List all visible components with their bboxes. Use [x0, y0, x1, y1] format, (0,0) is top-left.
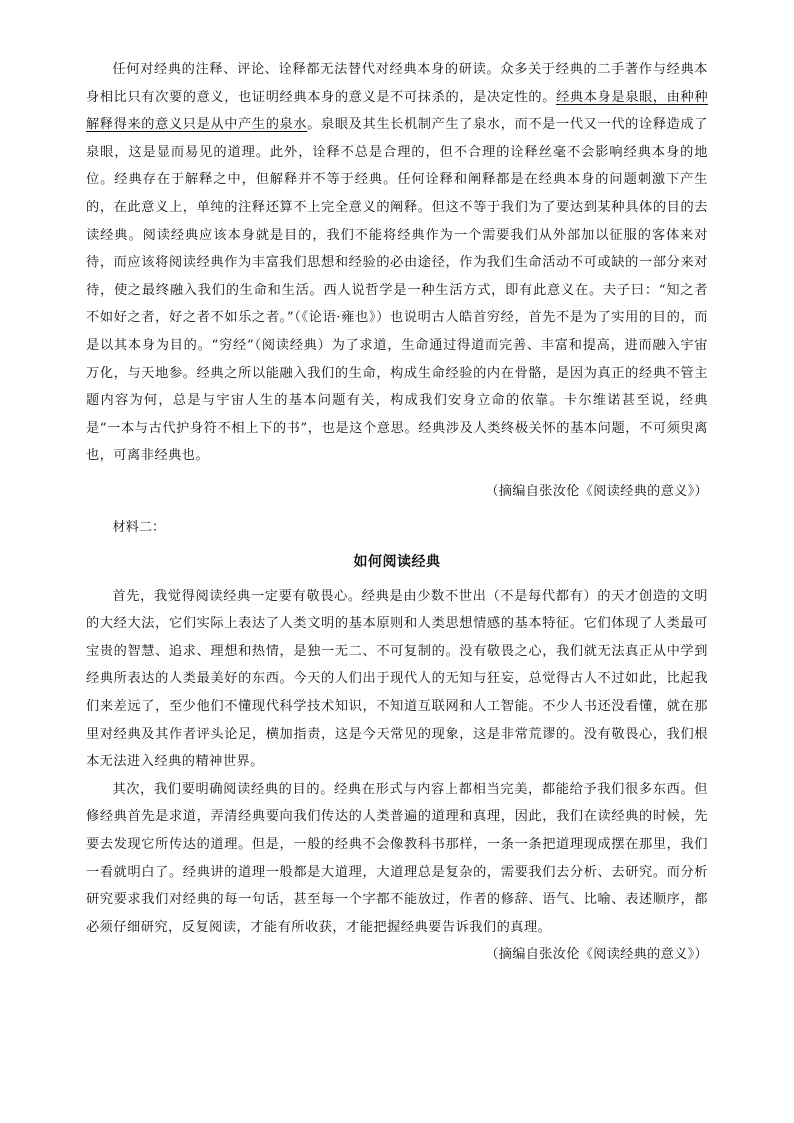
material1-text-after-underline: 。泉眼及其生长机制产生了泉水，而不是一代又一代的诠释造成了泉眼，这是显而易见的道理。此外，诠释不总是合理的，但不合理的诠释丝毫不会影响经典本身的地位。经典存在于解释之中，但解释并不等于经典。任何诠释和阐释都是在经典本身的问题刺激下产生的，在此意义上，单纯的注释还算不上完全意义的阐释。但这不等于我们为了要达到某种具体的目的去读经典。阅读经典应该本身就是目的，我们不能将经典作为一个需要我们从外部加以征服的客体来对待，而应该将阅读经典作为丰富我们思想和经验的必由途径，作为我们生命活动不可或缺的一部分来对待，使之最终融入我们的生命和生活。西人说哲学是一种生活方式，即有此意义在。夫子曰：“知之者不如好之者，好之者不如乐之者。”（《论语·雍也》）也说明古人皓首穷经，首先不是为了实用的目的，而是以其本身为目的。“穷经”（阅读经典）为了求道，生命通过得道而完善、丰富和提高，进而融入宇宙万化，与天地参。经典之所以能融入我们的生命，构成生命经验的内在骨骼，是因为真正的经典不管主题内容为何，总是与宇宙人生的基本问题有关，构成我们安身立命的依靠。卡尔维诺甚至说，经典是“一本与古代护身符不相上下的书”，也是这个意思。经典涉及人类终极关怀的基本问题，不可须臾离也，可离非经典也。 — [86, 117, 708, 464]
material1-source: （摘编自张汝伦《阅读经典的意义》） — [485, 483, 708, 499]
material2-paragraph-1: 首先，我觉得阅读经典一定要有敬畏心。经典是由少数不世出（不是每代都有）的天才创造的文明的大经大法，它们实际上表达了人类文明的基本原则和人类思想情感的基本特征。它们体现了人类最可宝贵的智慧、追求、理想和热情，是独一无二、不可复制的。没有敬畏之心，我们就无法真正从中学到经典所表达的人类最美好的东西。今天的人们出于现代人的无知与狂妄，总觉得古人不过如此，比起我们来差远了，至少他们不懂现代科学技术知识，不知道互联网和人工智能。不少人书还没看懂，就在那里对经典及其作者评头论足，横加指责，这是今天常见的现象，这是非常荒谬的。没有敬畏心，我们根本无法进入经典的精神世界。 — [86, 588, 708, 770]
material1-text-before-underline: 任何对经典的注释、评论、诠释都无法替代对经典本身的研读。众多关于经典的二手著作与经典本身相比只有次要的意义，也证明经典本身的意义是不可抹杀的，是决定性的。 — [86, 62, 708, 105]
material1-underlined-sentence: 经典本身是泉眼，由种种解释得来的意义只是从中产生的泉水 — [86, 89, 709, 133]
material1-paragraph — [86, 56, 708, 470]
material2-source: （摘编自张汝伦《阅读经典的意义》） — [485, 947, 708, 963]
material2-label: 材料二： — [112, 519, 166, 535]
material2-title: 如何阅读经典 — [353, 554, 441, 571]
material2-paragraph-2: 其次，我们要明确阅读经典的目的。经典在形式与内容上都相当完美，都能给予我们很多东西。但修经典首先是求道，弄清经典要向我们传达的人类普遍的道理和真理，因此，我们在读经典的时候，先要去发现它所传达的道理。但是，一般的经典不会像教科书那样，一条一条把道理现成摆在那里，我们一看就明白了。经典讲的道理一般都是大道理，大道理总是复杂的，需要我们去分析、去研究。而分析研究要求我们对经典的每一句话，甚至每一个字都不能放过，作者的修辞、语气、比喻、表述顺序，都必须仔细研究，反复阅读，才能有所收获，才能把握经典要告诉我们的真理。 — [86, 781, 708, 935]
